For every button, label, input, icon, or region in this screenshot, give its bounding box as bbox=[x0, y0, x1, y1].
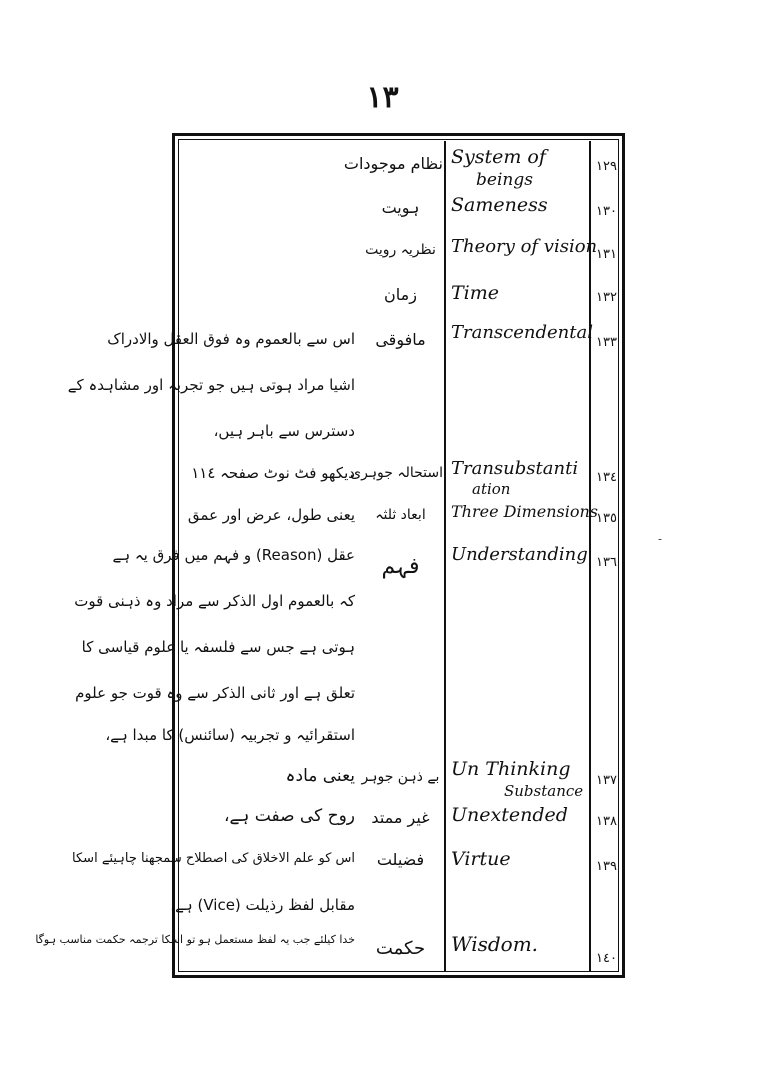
column-divider-english-number bbox=[589, 141, 591, 971]
urdu-term: فضیلت bbox=[376, 850, 425, 869]
note-line: مقابل لفظ رذیلت (Vice) ہے، bbox=[170, 896, 355, 914]
note-line: اشیا مراد ہوتی ہیں جو تجربہ اور مشاہدہ کے bbox=[67, 376, 355, 394]
note: روح کی صفت ہے، bbox=[223, 806, 355, 826]
english-term: Understanding bbox=[451, 544, 588, 565]
urdu-term: استحالہ جوہری bbox=[350, 465, 443, 481]
english-term-continued: Substance bbox=[504, 782, 584, 800]
entry-number: ١٣٣ bbox=[596, 335, 617, 350]
urdu-term: ہویت bbox=[381, 198, 420, 217]
english-term-continued: beings bbox=[476, 170, 533, 190]
entry-number: ١٣٢ bbox=[596, 290, 617, 305]
english-term: Wisdom. bbox=[451, 932, 539, 956]
urdu-term: زمان bbox=[384, 285, 417, 304]
note: خدا کیلئے جب یہ لفظ مستعمل ہو تو اسکا ترجمہ حکمت مناسب ہوگا bbox=[35, 933, 355, 946]
margin-mark: - bbox=[658, 532, 663, 546]
note: یعنی مادہ bbox=[285, 766, 355, 786]
note-line: عقل (Reason) و فہم میں فرق یہ ہے bbox=[112, 546, 355, 564]
urdu-term: مافوقی bbox=[375, 330, 426, 349]
entry-number: ١٣٨ bbox=[596, 814, 617, 829]
urdu-term: بے ذہن جوہر bbox=[361, 769, 440, 785]
english-term: Transubstanti bbox=[451, 458, 579, 479]
english-term: Sameness bbox=[451, 194, 548, 216]
english-term: Time bbox=[451, 282, 500, 304]
english-term: Unextended bbox=[451, 804, 568, 826]
note-line: ہوتی ہے جس سے فلسفہ یا علوم قیاسی کا bbox=[81, 638, 355, 656]
urdu-term: حکمت bbox=[375, 938, 426, 959]
urdu-term: فہم bbox=[381, 554, 420, 579]
page-number: ١٣ bbox=[366, 80, 399, 115]
note: دیکھو فٹ نوٹ صفحہ ١١٤ bbox=[191, 464, 355, 482]
entry-number: ١٤٠ bbox=[596, 951, 617, 966]
note-line: کہ بالعموم اول الذکر سے مراد وہ ذہنی قوت bbox=[74, 592, 355, 610]
urdu-term: نظام موجودات bbox=[343, 154, 443, 173]
note-line: استقرائیہ و تجربیہ (سائنس) کا مبدا ہے، bbox=[105, 726, 355, 744]
entry-number: ١٢٩ bbox=[596, 159, 617, 174]
english-term: Un Thinking bbox=[451, 758, 571, 780]
entry-number: ١٣٠ bbox=[596, 204, 617, 219]
note: یعنی طول، عرض اور عمق bbox=[187, 506, 355, 524]
entry-number: ١٣١ bbox=[596, 247, 617, 262]
note-line: اس سے بالعموم وہ فوق العقل والادراک bbox=[107, 330, 355, 348]
english-term: Theory of vision bbox=[451, 236, 598, 257]
english-term: Three Dimensions bbox=[451, 502, 599, 521]
urdu-term: ابعاد ثلثہ bbox=[375, 507, 426, 523]
entry-number: ١٣٦ bbox=[596, 555, 617, 570]
entry-number: ١٣٥ bbox=[596, 511, 617, 526]
entry-number: ١٣٤ bbox=[596, 470, 617, 485]
english-term: Transcendental bbox=[451, 322, 593, 343]
english-term: System of bbox=[451, 146, 546, 168]
english-term-continued: ation bbox=[472, 480, 511, 498]
note-line: دسترس سے باہر ہیں، bbox=[213, 422, 355, 440]
urdu-term: نظریہ رویت bbox=[365, 242, 436, 258]
english-term: Virtue bbox=[451, 848, 511, 870]
note-line: اس کو علم الاخلاق کی اصطلاح سمجھنا چاہیئے اسکا bbox=[72, 851, 355, 866]
entry-number: ١٣٩ bbox=[596, 859, 617, 874]
entry-number: ١٣٧ bbox=[596, 773, 617, 788]
note-line: تعلق ہے اور ثانی الذکر سے وہ قوت جو علوم bbox=[75, 684, 355, 702]
column-divider-urdu-english bbox=[444, 141, 446, 971]
urdu-term: غیر ممتد bbox=[371, 808, 430, 827]
